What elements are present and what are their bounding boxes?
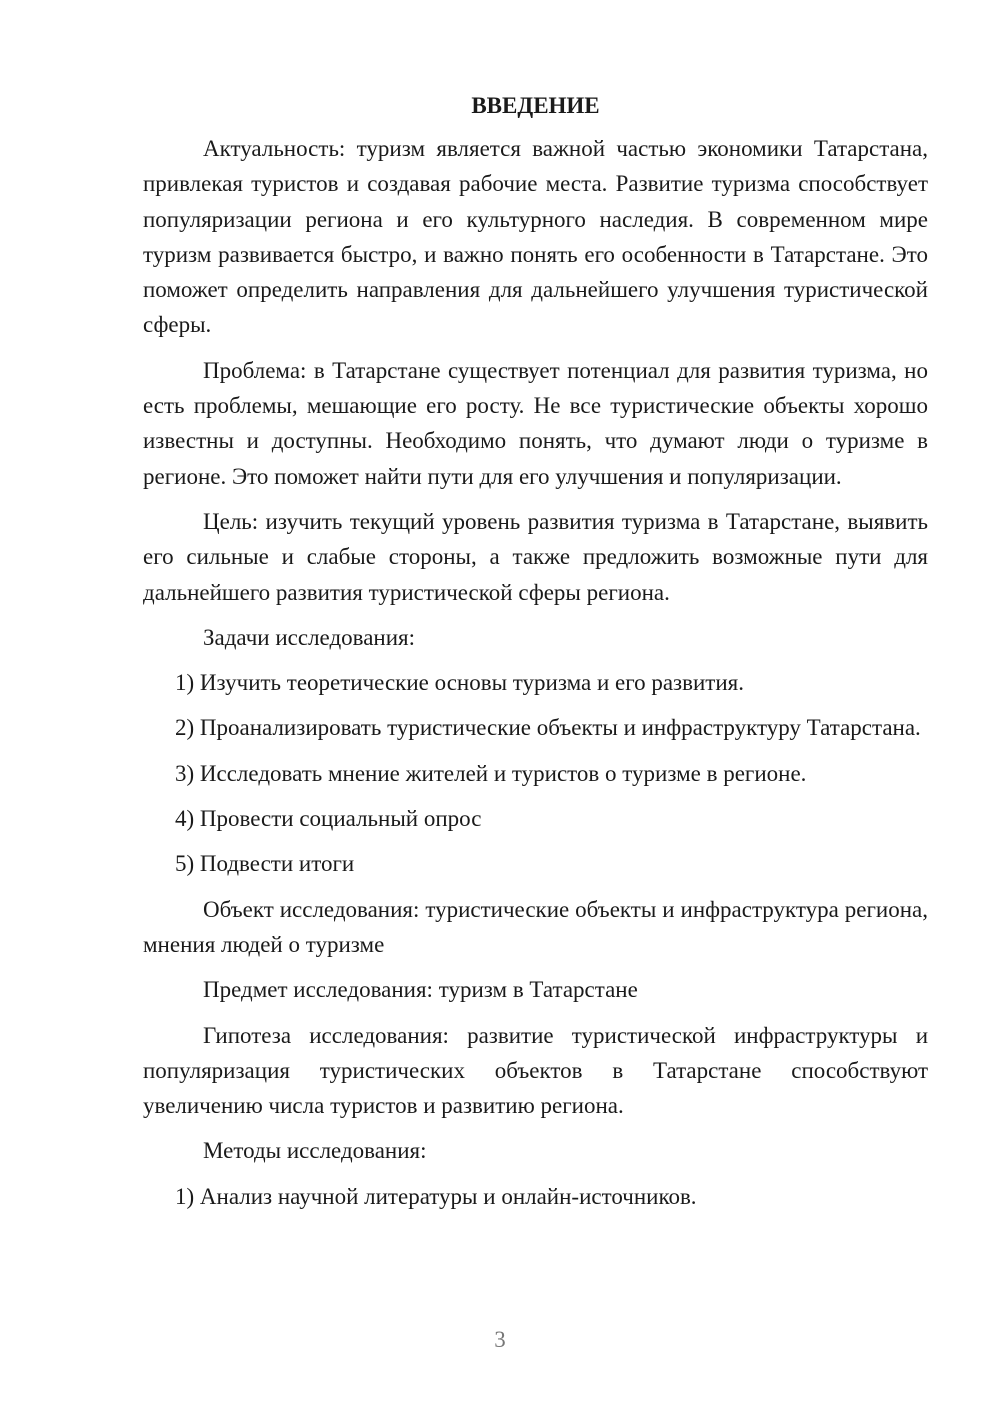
- problem-paragraph: Проблема: в Татарстане существует потенциал для развития туризма, но есть проблемы, мешающие его росту. Не все туристические объекты хорошо известны и доступны. Необходимо понять, что думают люди о туризме в регионе. Это поможет найти пути для его улучшения и популяризации.: [143, 357, 928, 489]
- tasks-title: Задачи исследования:: [203, 624, 416, 650]
- task-item-2: 2) Проанализировать туристические объекты и инфраструктуру Татарстана.: [175, 715, 921, 741]
- document-page: [143, 88, 928, 1224]
- page-number: 3: [494, 1327, 506, 1352]
- task-item-3: 3) Исследовать мнение жителей и туристов о туризме в регионе.: [175, 760, 807, 786]
- relevance-paragraph: Актуальность: туризм является важной частью экономики Татарстана, привлекая туристов и создавая рабочие места. Развитие туризма способствует популяризации региона и его культурного наследия. В современном мире туризм развивается быстро, и важно понять его особенности в Татарстане. Это поможет определить направления для дальнейшего улучшения туристической сферы.: [143, 136, 928, 338]
- goal-paragraph: Цель: изучить текущий уровень развития туризма в Татарстане, выявить его сильные и слабые стороны, а также предложить возможные пути для дальнейшего развития туристической сферы региона.: [143, 508, 928, 605]
- page-title: ВВЕДЕНИЕ: [471, 93, 600, 118]
- subject-paragraph: Предмет исследования: туризм в Татарстане: [203, 977, 638, 1003]
- hypothesis-paragraph: Гипотеза исследования: развитие туристической инфраструктуры и популяризация туристических объектов в Татарстане способствуют увеличению числа туристов и развитию региона.: [143, 1022, 928, 1119]
- task-item-5: 5) Подвести итоги: [175, 851, 355, 877]
- task-item-1: 1) Изучить теоретические основы туризма и его развития.: [175, 670, 744, 696]
- method-item-1: 1) Анализ научной литературы и онлайн-источников.: [175, 1183, 697, 1209]
- task-item-4: 4) Провести социальный опрос: [175, 806, 482, 832]
- object-paragraph: Объект исследования: туристические объекты и инфраструктура региона, мнения людей о туризме: [143, 896, 928, 957]
- methods-title: Методы исследования:: [203, 1138, 427, 1164]
